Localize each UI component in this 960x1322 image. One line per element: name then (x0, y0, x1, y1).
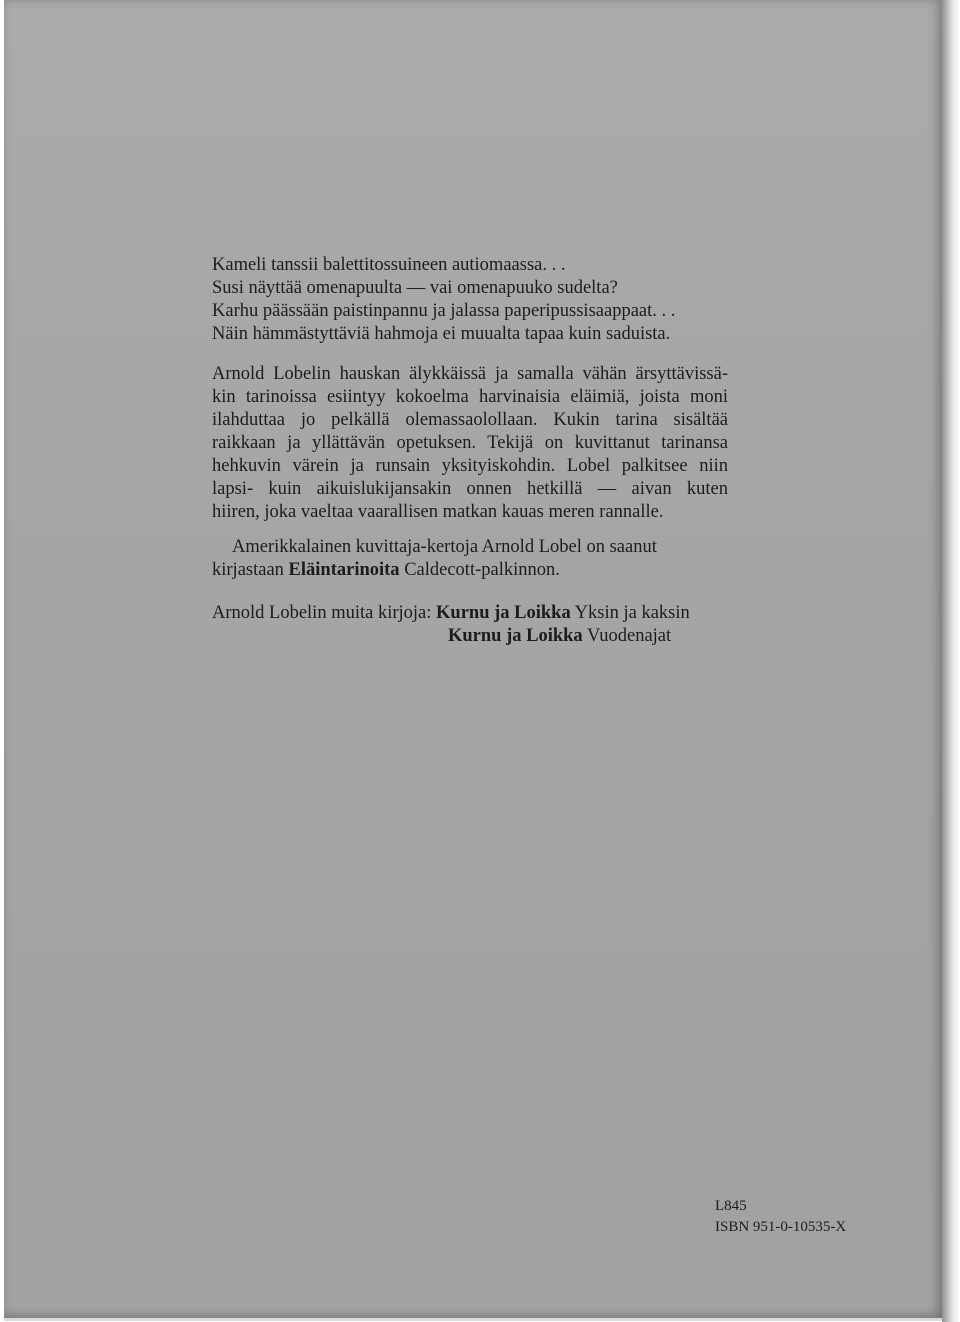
book-back-cover (4, 0, 944, 1321)
cover-edge (942, 0, 960, 1322)
intro-line: Kameli tanssii balettitossuineen autiomaassa. . . (212, 255, 566, 275)
description-line: hehkuvin värein ja runsain yksityiskohdin. Lobel palkitsee niin (212, 456, 728, 476)
award-prefix: kirjastaan (212, 560, 289, 580)
description-line: lapsi- kuin aikuislukijansakin onnen hetkillä — aivan kuten (212, 479, 728, 499)
award-line: Amerikkalainen kuvittaja-kertoja Arnold Lobel on saanut (232, 537, 657, 557)
award-line (212, 559, 732, 582)
other-books-section (212, 602, 732, 648)
isbn-number: ISBN 951-0-10535-X (715, 1219, 847, 1235)
intro-line: Susi näyttää omenapuulta — vai omenapuuko sudelta? (212, 278, 618, 298)
description-line: ilahduttaa jo pelkällä olemassaolollaan. Kukin tarina sisältää (212, 410, 728, 430)
award-paragraph (212, 536, 732, 582)
award-book-title: Eläintarinoita (288, 560, 400, 580)
book-series: Kurnu ja Loikka (448, 626, 583, 646)
other-books-row (212, 602, 732, 625)
other-books-row (212, 625, 732, 648)
book-series: Kurnu ja Loikka (436, 603, 571, 623)
intro-line: Karhu päässään paistinpannu ja jalassa paperipussisaappaat. . . (212, 301, 676, 321)
book-title: Vuodenajat (582, 626, 672, 646)
other-books-label: Arnold Lobelin muita kirjoja: (212, 603, 437, 623)
description-paragraph (212, 363, 728, 524)
description-line: Arnold Lobelin hauskan älykkäissä ja samalla vähän ärsyttävissä- (212, 364, 728, 384)
award-suffix: Caldecott-palkinnon. (399, 560, 560, 580)
intro-paragraph (212, 254, 732, 346)
intro-line: Näin hämmästyttäviä hahmoja ei muualta tapaa kuin saduista. (212, 324, 671, 344)
description-line: raikkaan ja yllättävän opetuksen. Tekijä on kuvittanut tarinansa (212, 433, 728, 453)
catalog-info (715, 1196, 846, 1238)
description-line: kin tarinoissa esiintyy kokoelma harvinaisia eläimiä, joista moni (212, 387, 728, 407)
catalog-code: L845 (715, 1198, 747, 1214)
description-line: hiiren, joka vaeltaa vaarallisen matkan kauas meren rannalle. (212, 502, 664, 522)
book-title: Yksin ja kaksin (570, 603, 690, 623)
